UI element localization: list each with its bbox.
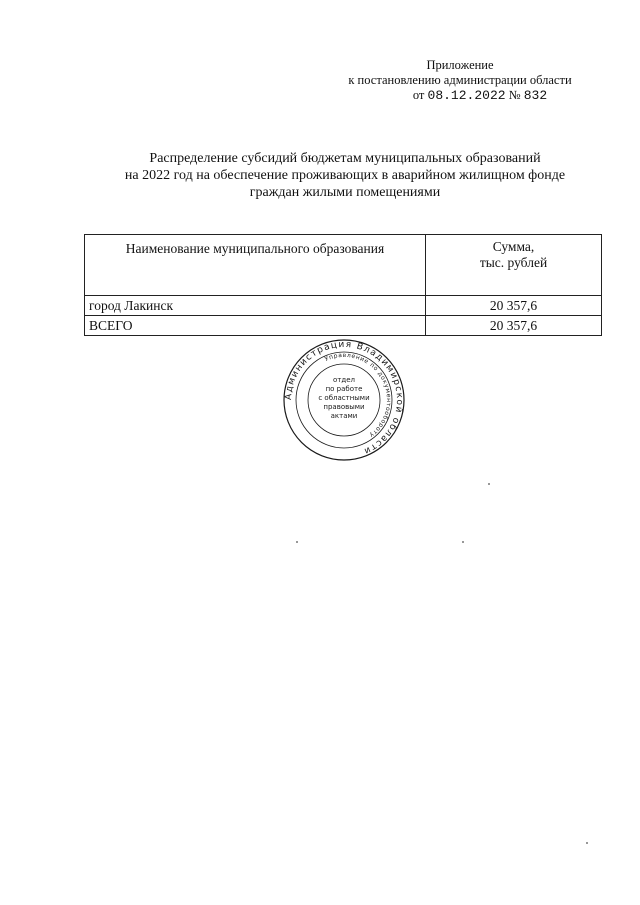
appendix-label: Приложение — [426, 58, 494, 72]
header-sum — [426, 235, 602, 296]
header-sum-line-2: тыс. рублей — [479, 255, 548, 270]
appendix-number: 832 — [523, 88, 548, 103]
official-stamp-icon — [282, 338, 406, 462]
header-name: Наименование муниципального образования — [85, 235, 426, 296]
row-name: город Лакинск — [85, 296, 426, 316]
appendix-block — [330, 58, 590, 103]
subsidy-table — [84, 234, 602, 336]
document-title — [100, 150, 590, 201]
appendix-date-line — [370, 88, 590, 103]
scan-speck — [488, 483, 490, 485]
title-line-3: граждан жилыми помещениями — [249, 185, 441, 200]
stamp-center-line-1: отдел — [333, 376, 355, 384]
table-row — [85, 296, 602, 316]
title-line-1: Распределение субсидий бюджетам муниципальных образований — [149, 151, 541, 166]
stamp-outer-text: Администрация Владимирской области — [283, 339, 405, 457]
title-line-2: на 2022 год на обеспечение проживающих в аварийном жилищном фонде — [124, 168, 566, 183]
stamp-center-line-4: правовыми — [323, 403, 365, 411]
row-sum: 20 357,6 — [426, 296, 602, 316]
appendix-number-sign: № — [508, 88, 521, 102]
scan-speck — [296, 541, 298, 543]
stamp-center-line-5: актами — [330, 412, 358, 420]
scan-speck — [586, 842, 588, 844]
table-header-row — [85, 235, 602, 296]
stamp-center-line-2: по работе — [325, 385, 363, 393]
appendix-date: 08.12.2022 — [427, 88, 506, 103]
header-sum-line-1: Сумма, — [492, 239, 535, 254]
total-name: ВСЕГО — [85, 316, 426, 336]
appendix-resolution: к постановлению администрации области — [348, 73, 572, 87]
stamp-center-line-3: с областными — [318, 394, 370, 402]
total-sum: 20 357,6 — [426, 316, 602, 336]
scan-speck — [462, 541, 464, 543]
stamp-inner-text: Управление по документообороту — [323, 351, 393, 439]
appendix-date-prefix: от — [412, 88, 425, 102]
table-row-total — [85, 316, 602, 336]
